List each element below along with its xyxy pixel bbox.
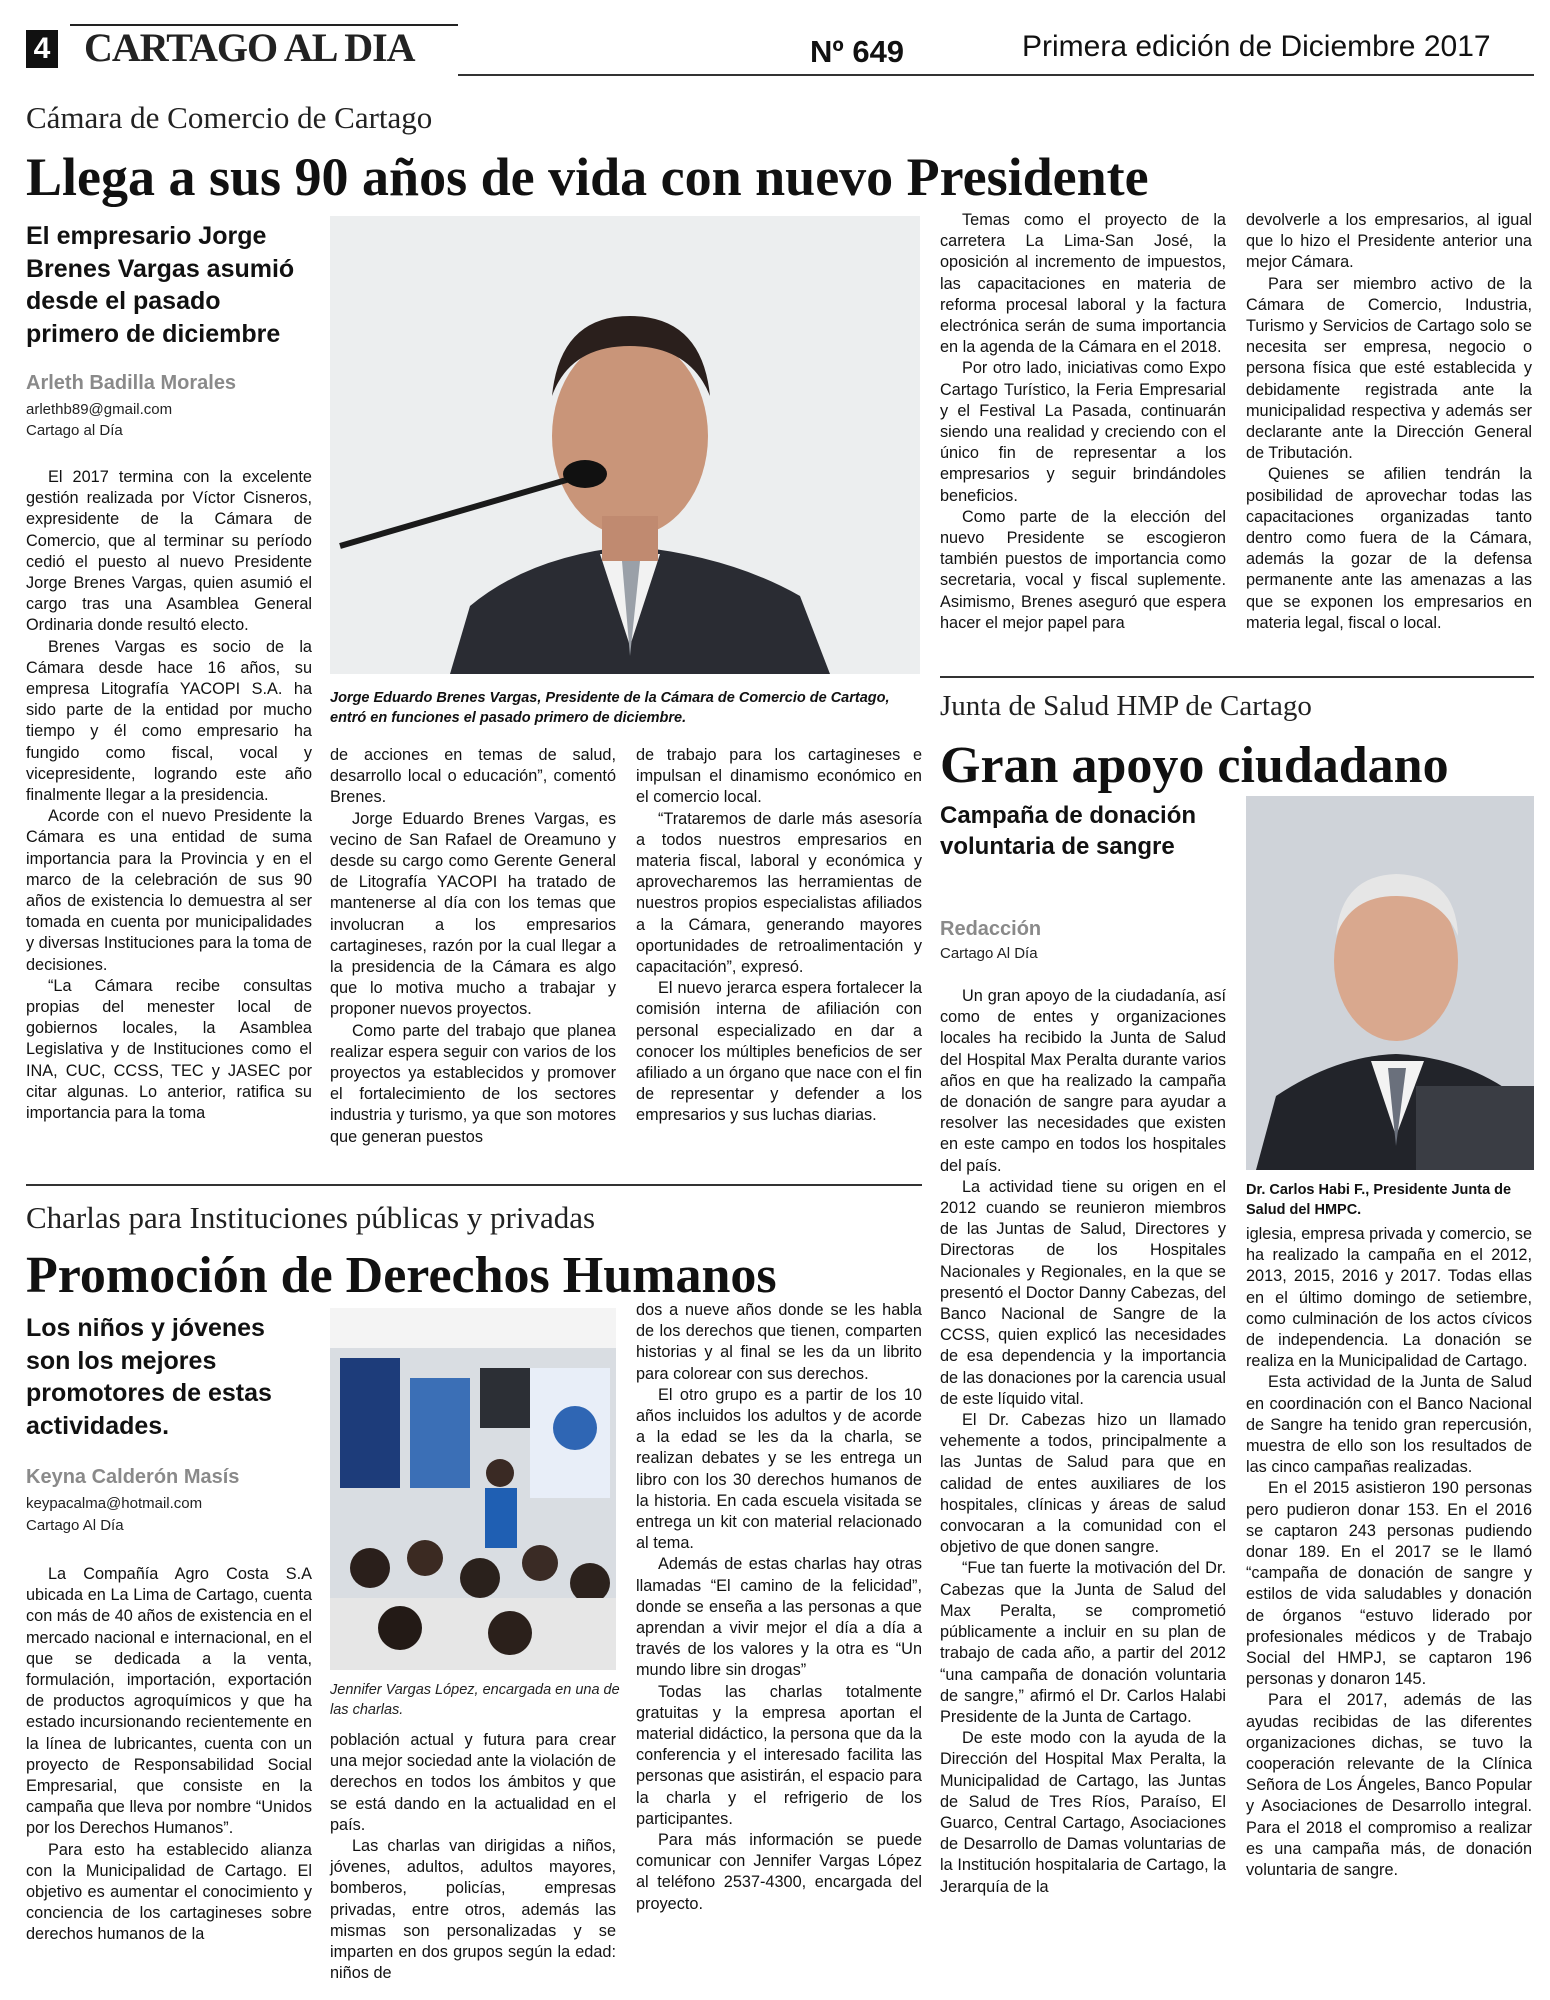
paragraph: de acciones en temas de salud, desarrollo local o educación”, comentó Brenes.	[330, 746, 616, 807]
paragraph: población actual y futura para crear una mejor sociedad ante la violación de derechos en todos los ámbitos y que se está dando en la actualidad en el país.	[330, 1731, 617, 1834]
article1-email: arlethb89@gmail.com	[26, 401, 173, 418]
article2-caption: Dr. Carlos Habi F., Presidente Junta de Salud del HMPC.	[1246, 1182, 1512, 1219]
issue-number: Nº 649	[810, 34, 905, 69]
paragraph: iglesia, empresa privada y comercio, se ha realizado la campaña en el 2012, 2013, 2015, 2016 y 2017. Todas ellas en el último domingo de setiembre, como culminación de los actos cívicos de independencia. La donación se realiza en la Municipalidad de Cartago.	[1246, 1225, 1532, 1371]
article3-col1	[26, 1564, 312, 1946]
article3-col2	[330, 1730, 616, 1984]
paragraph: Un gran apoyo de la ciudadanía, así como de entes y organizaciones locales ha recibido la Junta de Salud del Hospital Max Peralta durante varios años en que ha realizado la campaña de donación de sangre para ayudar a resolver las necesidades que existen en este campo en todos los hospitales del país.	[940, 987, 1226, 1175]
article2-kicker: Junta de Salud HMP de Cartago	[940, 690, 1312, 722]
paragraph: Esta actividad de la Junta de Salud en coordinación con el Banco Nacional de Sangre ha tenido gran repercusión, muestra de ello son los resultados de las cinco campañas realizadas.	[1246, 1373, 1532, 1477]
paragraph: Como parte del trabajo que planea realizar espera seguir con varios de los proyectos ya establecidos y promover el fortalecimiento de los sectores industria y turismo, ya que son motores que generan puestos	[330, 1021, 616, 1146]
paragraph: El Dr. Cabezas hizo un llamado vehemente a todos, principalmente a las Juntas de Salud para que en calidad de entes auxiliares de los hospitales, clínicas y áreas de salud convocaran a la comunidad con el objetivo de que donen sangre.	[940, 1411, 1226, 1557]
article2-deck: Campaña de donación voluntaria de sangre	[940, 802, 1197, 861]
article3-col3	[636, 1300, 922, 1915]
paragraph: Por otro lado, iniciativas como Expo Cartago Turístico, la Feria Empresarial y el Festival La Pasada, continuarán siendo una realidad y creciendo con el único fin de representar a los empresarios y seguir brindándoles beneficios.	[940, 359, 1226, 505]
article1-col1	[26, 467, 312, 1124]
paragraph: Para esto ha establecido alianza con la Municipalidad de Cartago. El objetivo es aumentar el conocimiento y conciencia de los cartagineses sobre derechos humanos de la	[26, 1840, 312, 1944]
edition-date: Primera edición de Diciembre 2017	[1022, 30, 1491, 63]
paragraph: Para ser miembro activo de la Cámara de Comercio, Industria, Turismo y Servicios de Cartago solo se necesita ser empresa, negocio o persona física que esté establecida y debidamente registrada ante la municipalidad respectiva y además ser declarante ante la Dirección General de Tributación.	[1246, 274, 1532, 463]
article3-kicker: Charlas para Instituciones públicas y privadas	[26, 1200, 596, 1235]
paragraph: Las charlas van dirigidas a niños, jóvenes, adultos, adultos mayores, bomberos, policías, empresas privadas, entre otros, además las mismas son personalizadas y se imparten en dos grupos según la edad: niños de	[330, 1837, 616, 1983]
paragraph: La actividad tiene su origen en el 2012 cuando se reunieron miembros de las Juntas de Salud, Directores y Directoras de los Hospitales Nacionales y Regionales, en la que se presentó el Doctor Danny Cabezas, del Banco Nacional de Sangre de la CCSS, quien explicó las necesidades de esa dependencia y la importancia de las donaciones por la carencia usual de este líquido vital.	[940, 1177, 1227, 1408]
portrait-illustration	[330, 216, 920, 674]
article1-col5	[1246, 210, 1532, 634]
article3-email: keypacalma@hotmail.com	[26, 1495, 203, 1512]
paragraph: El 2017 termina con la excelente gestión realizada por Víctor Cisneros, expresidente de la Cámara de Comercio, que al terminar su período cedió el puesto al nuevo Presidente Jorge Brenes Vargas, quien asumió el cargo tras una Asamblea General Ordinaria donde resultó electo.	[26, 468, 312, 635]
paragraph: “Trataremos de darle más asesoría a todos nuestros empresarios en materia fiscal, laboral y económica y aprovecharemos las herramientas de nuestros propios especialistas afiliados a la Cámara, generando mayores oportunidades de retroalimentación y capacitación”, expresó.	[636, 809, 922, 977]
paragraph: El nuevo jerarca espera fortalecer la comisión interna de afiliación con personal especializado en dar a conocer los múltiples beneficios de ser afiliado a un órgano que nace con el fin de representar y defender a los empresarios y sus luchas diarias.	[636, 979, 922, 1125]
article3-photo	[330, 1308, 616, 1670]
section-rule	[940, 676, 1534, 678]
paragraph: Brenes Vargas es socio de la Cámara desde hace 16 años, su empresa Litografía YACOPI S.A. ha sido parte de la entidad por mucho tiempo y él como empresario ha fungido como fiscal, vocal y vicepresidente, logrando este año finalmente llegar a la presidencia.	[26, 637, 312, 805]
paragraph: Todas las charlas totalmente gratuitas y la empresa aportan el material didáctico, la persona que da la conferencia y el interesado facilita las personas que asistirán, el espacio para la charla y el refrigerio de los participantes.	[636, 1682, 922, 1828]
paragraph: Para más información se puede comunicar con Jennifer Vargas López al teléfono 2537-4300, encargada del proyecto.	[636, 1831, 922, 1913]
paragraph: La Compañía Agro Costa S.A ubicada en La Lima de Cartago, cuenta con más de 40 años de existencia en el mercado nacional e internacional, en el que se dedicada a la venta, formulación, importación, exportación de productos agroquímicos y que ha estado incursionando recientemente en la línea de lubricantes, cuenta con un proyecto de Responsabilidad Social Empresarial, que consiste en la campaña que lleva por nombre “Unidos por los Derechos Humanos”.	[26, 1565, 313, 1838]
article1-photo	[330, 216, 920, 674]
paragraph: Temas como el proyecto de la carretera La Lima-San José, la oposición al incremento de impuestos, las capacitaciones en materia de reforma procesal laboral y la factura electrónica serán de suma importancia en la agenda de la Cámara en el 2018.	[940, 211, 1226, 357]
article3-outlet: Cartago Al Día	[26, 1517, 124, 1534]
paragraph: Como parte de la elección del nuevo Presidente se escogieron también puestos de importancia como secretaria, vocal y fiscal suplemente. Asimismo, Brenes aseguró que espera hacer el mejor papel para	[940, 507, 1226, 632]
article2-col1	[940, 986, 1226, 1898]
paragraph: de trabajo para los cartagineses e impulsan el dinamismo económico en el comercio local.	[636, 746, 922, 807]
classroom-illustration	[330, 1308, 616, 1670]
portrait-illustration	[1246, 796, 1534, 1170]
page-number: 4	[26, 30, 58, 68]
article3-author: Keyna Calderón Masís	[26, 1466, 240, 1488]
paragraph: En el 2015 asistieron 190 personas pero pudieron donar 153. En el 2016 se captaron 243 personas pudiendo donar 189. En el 2017 se le llamó “campaña de donación de sangre y estilos de vida saludables y donación de órganos “estuvo liderado por profesionales médicos y de Trabajo Social del HMPJ, se captaron 196 personas y donaron 145.	[1246, 1479, 1532, 1689]
article3-deck: Los niños y jóvenes son los mejores promotores de estas actividades.	[26, 1314, 272, 1440]
paragraph: Jorge Eduardo Brenes Vargas, es vecino de San Rafael de Oreamuno y desde su cargo como Gerente General de Litografía YACOPI ha tratado de mantenerse al día con los temas que involucran a los empresarios cartagineses, razón por la cual llegar a la presidencia de la Cámara es algo que lo motiva mucho a trabajar y proponer nuevos proyectos.	[330, 809, 616, 1019]
article1-headline: Llega a sus 90 años de vida con nuevo Presidente	[26, 147, 1149, 207]
article3-headline: Promoción de Derechos Humanos	[26, 1247, 777, 1304]
paragraph: El otro grupo es a partir de los 10 años incluidos los adultos y de acorde a la edad se les da la charla, se realizan debates y se les entrega un libro con los 30 derechos humanos de la historia. En cada escuela visitada se entrega un kit con material relacionado al tema.	[636, 1385, 922, 1553]
article1-deck: El empresario Jorge Brenes Vargas asumió desde el pasado primero de diciembre	[26, 222, 295, 348]
article1-col2	[330, 745, 616, 1148]
paragraph: devolverle a los empresarios, al igual que lo hizo el Presidente anterior una mejor Cámara.	[1246, 211, 1532, 272]
article2-headline: Gran apoyo ciudadano	[940, 737, 1449, 794]
article1-outlet: Cartago al Día	[26, 422, 123, 439]
article2-photo	[1246, 796, 1534, 1170]
section-rule	[26, 1184, 922, 1186]
paragraph: Además de estas charlas hay otras llamadas “El camino de la felicidad”, donde se enseña a las personas a que aprendan a vivir mejor el día a día a través de los valores y la otra es “Un mundo libre sin drogas”	[636, 1555, 922, 1680]
masthead-logo: CARTAGO AL DIA	[84, 25, 415, 70]
article3-caption: Jennifer Vargas López, encargada en una de las charlas.	[330, 1682, 620, 1719]
paragraph: “Fue tan fuerte la motivación del Dr. Cabezas que la Junta de Salud del Max Peralta, se comprometió públicamente a incluir en su plan de trabajo de cada año, a partir del 2012 “una campaña de donación voluntaria de sangre,” afirmó el Dr. Carlos Halabi Presidente de la Junta de Cartago.	[940, 1559, 1226, 1726]
paragraph: “La Cámara recibe consultas propias del menester local de gobiernos locales, la Asamblea Legislativa y de Instituciones como el INA, CUC, CCSS, TEC y JASEC por citar algunas. Lo anterior, ratifica su importancia para la toma	[26, 976, 312, 1123]
article1-author: Arleth Badilla Morales	[26, 372, 237, 394]
paragraph: Para el 2017, además de las ayudas recibidas de las diferentes organizaciones dichas, se tuvo la cooperación relevante de la Clínica Señora de Los Ángeles, Banco Popular y Asociaciones de Desarrollo integral. Para el 2018 el compromiso a realizar es una campaña más, de donación voluntaria de sangre.	[1246, 1691, 1532, 1880]
paragraph: Acorde con el nuevo Presidente la Cámara es una entidad de suma importancia para la Provincia y en el marco de la celebración de sus 90 años de existencia lo demuestra al ser tomada en cuenta por municipalidades y diversas Instituciones para la toma de decisiones.	[26, 807, 312, 974]
article1-col4	[940, 210, 1226, 634]
paragraph: De este modo con la ayuda de la Dirección del Hospital Max Peralta, la Municipalidad de Cartago, las Juntas de Salud de Tres Ríos, Paraíso, El Guarco, Central Cartago, Asociaciones de Desarrollo de Damas voluntarias de la Institución hospitalaria de Cartago, la Jerarquía de la	[940, 1729, 1226, 1896]
header-bottom-rule	[458, 74, 1534, 76]
article2-author: Redacción	[940, 918, 1042, 940]
paragraph: dos a nueve años donde se les habla de los derechos que tienen, comparten historias y al final se les da un librito para colorear con sus derechos.	[636, 1301, 922, 1383]
article1-col3	[636, 745, 922, 1127]
paragraph: Quienes se afilien tendrán la posibilidad de aprovechar todas las capacitaciones organizadas tanto dentro como fuera de la Cámara, además la gozar de la defensa permanente ante las amenazas a las que se exponen los empresarios en materia legal, fiscal o local.	[1246, 465, 1532, 632]
article1-kicker: Cámara de Comercio de Cartago	[26, 100, 433, 135]
article2-col2	[1246, 1224, 1532, 1881]
article2-outlet: Cartago Al Día	[940, 945, 1038, 962]
article1-caption: Jorge Eduardo Brenes Vargas, Presidente de la Cámara de Comercio de Cartago, entró en funciones el pasado primero de diciembre.	[330, 690, 890, 727]
